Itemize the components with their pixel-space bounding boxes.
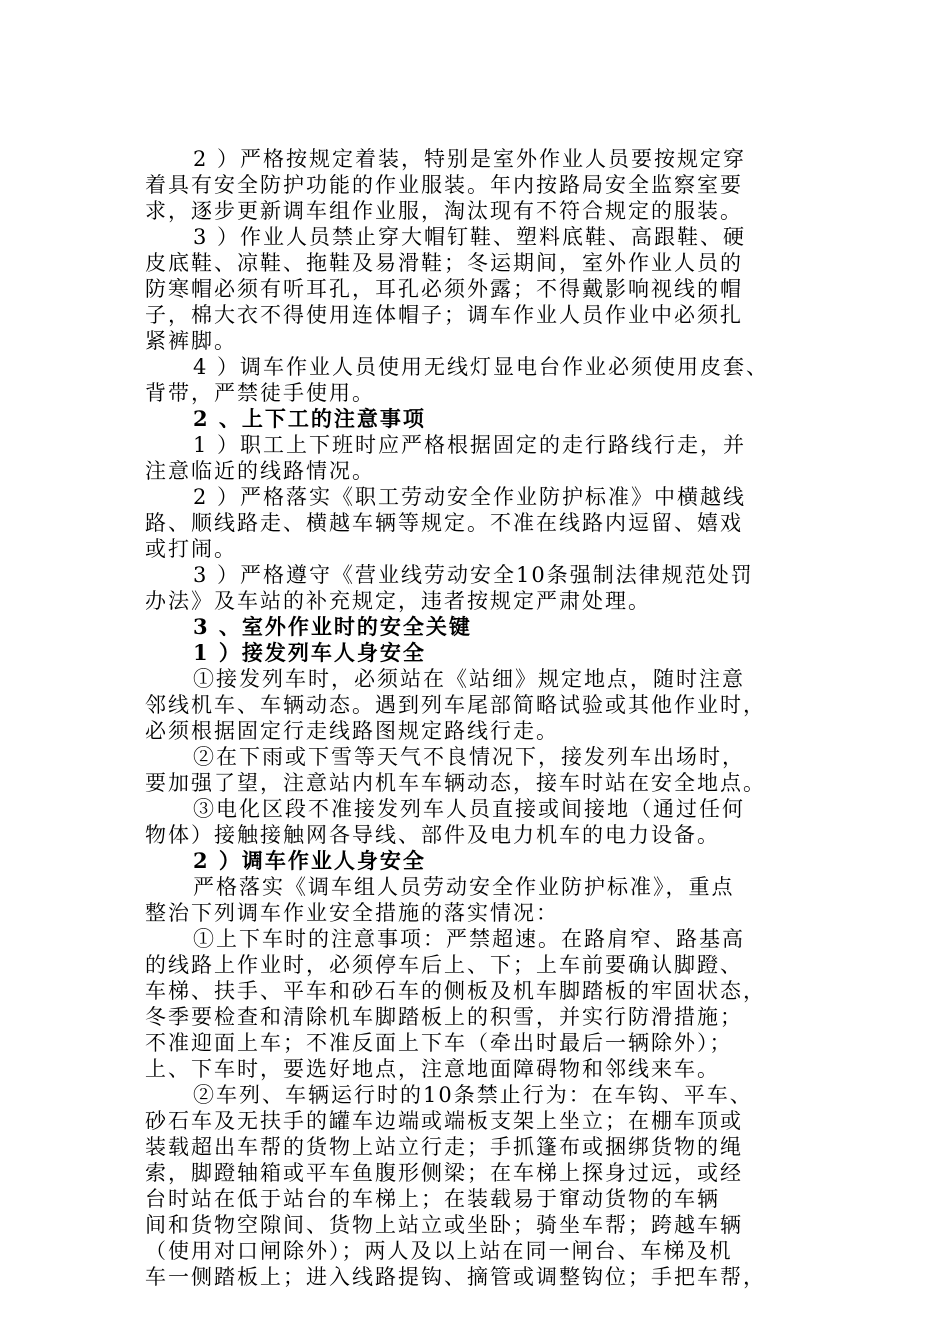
text-line: 的线路上作业时，必须停车后上、下；上车前要确认脚蹬、: [145, 953, 743, 977]
text-line: 2 ）严格落实《职工劳动安全作业防护标准》中横越线: [193, 485, 747, 509]
text-line: 防寒帽必须有听耳孔，耳孔必须外露；不得戴影响视线的帽: [145, 277, 743, 301]
text-line: 1 ）职工上下班时应严格根据固定的走行路线行走，并: [193, 433, 747, 457]
text-line: 子，棉大衣不得使用连体帽子；调车作业人员作业中必须扎: [145, 303, 743, 327]
text-line: 紧裤脚。: [145, 329, 237, 353]
text-line: 砂石车及无扶手的罐车边端或端板支架上坐立；在棚车顶或: [145, 1109, 743, 1133]
text-line: 3 ）严格遵守《营业线劳动安全10条强制法律规范处罚: [193, 563, 754, 587]
section-heading: 2 ）调车作业人身安全: [193, 848, 426, 873]
text-line: ①上下车时的注意事项：严禁超速。在路肩窄、路基高: [193, 927, 745, 951]
text-line: 车梯、扶手、平车和砂石车的侧板及机车脚踏板的牢固状态，: [145, 979, 766, 1003]
text-line: 注意临近的线路情况。: [145, 459, 375, 483]
section-heading: 3 、室外作业时的安全关键: [193, 614, 472, 639]
text-line: 着具有安全防护功能的作业服装。年内按路局安全监察室要: [145, 173, 743, 197]
text-line: 要加强了望，注意站内机车车辆动态，接车时站在安全地点。: [145, 771, 766, 795]
text-line: 求，逐步更新调车组作业服，淘汰现有不符合规定的服装。: [145, 199, 743, 223]
text-line: ②在下雨或下雪等天气不良情况下，接发列车出场时，: [193, 745, 745, 769]
section-heading: 2 、上下工的注意事项: [193, 406, 426, 431]
text-line: 3 ）作业人员禁止穿大帽钉鞋、塑料底鞋、高跟鞋、硬: [193, 225, 747, 249]
text-line: 车一侧踏板上；进入线路提钩、摘管或调整钩位；手把车帮，: [145, 1265, 766, 1289]
text-line: 上、下车时，要选好地点，注意地面障碍物和邻线来车。: [145, 1057, 720, 1081]
text-line: （使用对口闸除外）；两人及以上站在同一闸台、车梯及机: [145, 1239, 733, 1263]
text-line: 整治下列调车作业安全措施的落实情况：: [145, 901, 559, 925]
text-line: 路、顺线路走、横越车辆等规定。不准在线路内逗留、嬉戏: [145, 511, 743, 535]
text-line: ①接发列车时，必须站在《站细》规定地点，随时注意: [193, 667, 745, 691]
text-line: 或打闹。: [145, 537, 237, 561]
text-line: 必须根据固定行走线路图规定路线行走。: [145, 719, 559, 743]
text-line: 4 ）调车作业人员使用无线灯显电台作业必须使用皮套、: [193, 355, 770, 379]
text-line: 皮底鞋、凉鞋、拖鞋及易滑鞋；冬运期间，室外作业人员的: [145, 251, 743, 275]
text-line: ③电化区段不准接发列车人员直接或间接地（通过任何: [193, 797, 745, 821]
text-line: 办法》及车站的补充规定，违者按规定严肃处理。: [145, 589, 651, 613]
text-line: 冬季要检查和清除机车脚踏板上的积雪，并实行防滑措施；: [145, 1005, 743, 1029]
text-line: 间和货物空隙间、货物上站立或坐卧；骑坐车帮；跨越车辆: [145, 1213, 743, 1237]
text-line: 物体）接触接触网各导线、部件及电力机车的电力设备。: [145, 823, 720, 847]
text-line: 2 ）严格按规定着装，特别是室外作业人员要按规定穿: [193, 147, 747, 171]
text-line: ②车列、车辆运行时的10条禁止行为：在车钩、平车、: [193, 1083, 753, 1107]
document-body: [145, 146, 825, 1290]
text-line: 严格落实《调车组人员劳动安全作业防护标准》，重点: [193, 875, 735, 899]
section-heading: 1 ）接发列车人身安全: [193, 640, 426, 665]
text-line: 索，脚蹬轴箱或平车鱼腹形侧梁；在车梯上探身过远，或经: [145, 1161, 743, 1185]
text-line: 背带，严禁徒手使用。: [145, 381, 375, 405]
text-line: 台时站在低于站台的车梯上；在装载易于窜动货物的车辆: [145, 1187, 720, 1211]
text-line: 邻线机车、车辆动态。遇到列车尾部简略试验或其他作业时，: [145, 693, 766, 717]
text-line: 不准迎面上车；不准反面上下车（牵出时最后一辆除外）；: [145, 1031, 733, 1055]
text-line: 装载超出车帮的货物上站立行走；手抓篷布或捆绑货物的绳: [145, 1135, 743, 1159]
